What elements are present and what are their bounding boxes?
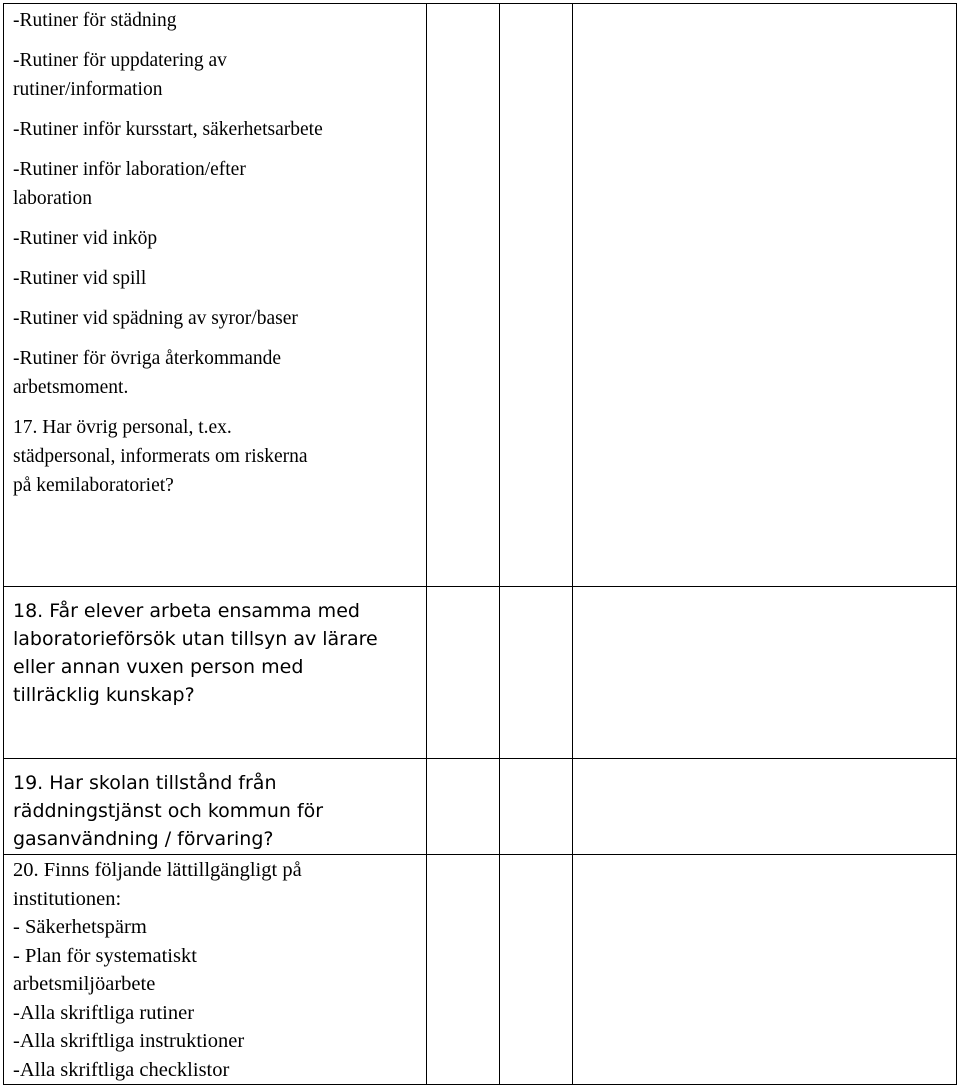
text-line: eller annan vuxen person med <box>13 656 304 678</box>
text-line: tillräcklig kunskap? <box>13 684 195 706</box>
answer-cell-no[interactable] <box>500 4 573 587</box>
table-row-routines-q17 <box>4 4 957 587</box>
text-line: arbetsmoment. <box>13 377 129 398</box>
text-line: 17. Har övrig personal, t.ex. <box>13 417 232 438</box>
text-line: -Alla skriftliga checklistor <box>13 1058 230 1081</box>
text-line: -Rutiner vid inköp <box>13 228 158 249</box>
text-line: 20. Finns följande lättillgängligt på <box>13 859 302 881</box>
text-line: -Alla skriftliga rutiner <box>13 1001 195 1024</box>
text-line: 18. Får elever arbeta ensamma med <box>13 600 360 622</box>
question-cell-q18 <box>4 587 427 759</box>
text-line: laboratorieförsök utan tillsyn av lärare <box>13 628 378 650</box>
question-cell-q19 <box>4 759 427 855</box>
text-line: -Rutiner inför laboration/efter <box>13 159 246 180</box>
answer-cell-yes[interactable] <box>427 855 500 1085</box>
table-row-q18 <box>4 587 957 759</box>
text-line: -Rutiner för övriga återkommande <box>13 348 282 369</box>
question-cell-q20 <box>4 855 427 1085</box>
comment-cell[interactable] <box>573 759 957 855</box>
answer-cell-no[interactable] <box>500 587 573 759</box>
answer-cell-no[interactable] <box>500 855 573 1085</box>
question-cell-routines-q17 <box>4 4 427 587</box>
answer-cell-yes[interactable] <box>427 587 500 759</box>
answer-cell-no[interactable] <box>500 759 573 855</box>
comment-cell[interactable] <box>573 855 957 1085</box>
answer-cell-yes[interactable] <box>427 759 500 855</box>
comment-cell[interactable] <box>573 587 957 759</box>
text-line: -Rutiner vid spill <box>13 268 147 289</box>
text-line: gasanvändning / förvaring? <box>13 828 274 850</box>
text-line: -Rutiner för städning <box>13 10 177 31</box>
answer-cell-yes[interactable] <box>427 4 500 587</box>
table-row-q20 <box>4 855 957 1085</box>
table-row-q19 <box>4 759 957 855</box>
text-line: städpersonal, informerats om riskerna <box>13 446 308 467</box>
text-line: -Rutiner vid spädning av syror/baser <box>13 308 298 329</box>
text-line: räddningstjänst och kommun för <box>13 800 324 822</box>
text-line: 19. Har skolan tillstånd från <box>13 772 277 794</box>
text-line: - Plan för systematiskt <box>13 944 197 967</box>
text-line: rutiner/information <box>13 79 163 100</box>
text-line: -Rutiner för uppdatering av <box>13 50 227 71</box>
text-line: arbetsmiljöarbete <box>13 973 156 995</box>
checklist-table <box>3 3 957 1085</box>
comment-cell[interactable] <box>573 4 957 587</box>
text-line: laboration <box>13 188 93 209</box>
text-line: institutionen: <box>13 887 122 910</box>
text-line: -Alla skriftliga instruktioner <box>13 1030 245 1052</box>
text-line: -Rutiner inför kursstart, säkerhetsarbete <box>13 119 323 140</box>
text-line: på kemilaboratoriet? <box>13 475 174 496</box>
text-line: - Säkerhetspärm <box>13 916 147 938</box>
